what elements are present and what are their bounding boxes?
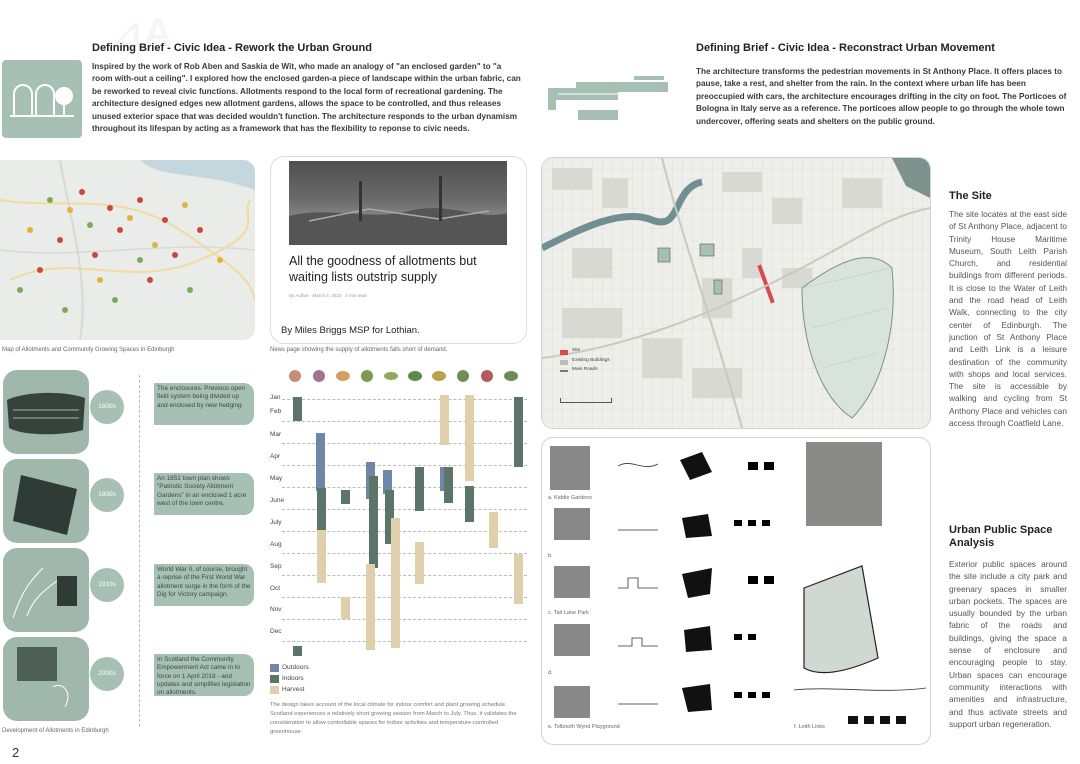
calendar-bar	[293, 397, 302, 421]
calendar-bar	[317, 530, 326, 583]
legend-swatch-roads	[560, 370, 568, 372]
stage-image-2000s	[3, 637, 89, 721]
site-title: The Site	[949, 190, 992, 202]
calendar-caption: The design takes account of the local climate for indoor comfort and plant growing schedule. Scotland experiences a relatively short growing season from March to July. Thus, it validates the consideration to allow controllable spaces for indoor activities and temperature-controlled greenhouse.	[270, 702, 517, 735]
calendar-bar	[465, 486, 474, 522]
era-badge: 2000s	[90, 657, 124, 691]
space-label: f. Leith Links	[794, 724, 825, 730]
calendar-bar	[316, 433, 325, 491]
calendar-bar	[293, 646, 302, 656]
era-text: In Scotland the Community Empowerment Act came in to force on 1 April 2018 - and updates and simplifies legislation on allotments.	[154, 654, 254, 696]
site-text: The site locates at the east side of St Anthony Place, adjacent to Trinity House Maritime Museum, South Leith Parish Church, and residential buildings from different periods. It is close to the Water of Leith and the road head of Leith Walk, connecting to the city center of Edinburgh. The junction of St Anthony Place and Leith Link is a leisure destination of the community with shops and local services. The site is accessible by walking and cycling from St Anthony Place and vehicles can access through Coatfield Lane.	[949, 209, 1067, 429]
timeline-line	[139, 375, 140, 727]
stage-image-enclosures	[3, 370, 89, 454]
legend-swatch-indoors	[270, 675, 279, 683]
era-badge: 1600s	[90, 390, 124, 424]
space-label: d.	[548, 670, 553, 676]
calendar-bar	[391, 518, 400, 648]
space-label: c. Tait Lane Park	[548, 610, 589, 616]
news-byline: By Miles Briggs MSP for Lothian.	[281, 325, 420, 336]
analysis-panel	[541, 437, 931, 745]
street-plan-icon	[548, 70, 688, 126]
era-text: An 1851 town plan shows "Patriotic Society Allotment Gardens" in an enclosed 1 acre west of the town centre.	[154, 473, 254, 515]
row-divider	[282, 597, 527, 598]
right-body: The architecture transforms the pedestrian movements in St Anthony Place. It offers places to pause, take a rest, and shelter from the rain. In the context where urban life has been preoccupied with cars, the architecture encourages drifting in the city on foot. The Porticoes of Bologna in Italy serve as a reference. The porticoes allow people to go through the whole town undercover, offering seats and shelters on the public ground.	[696, 67, 1067, 126]
analysis-diagrams	[542, 438, 930, 744]
calendar-bar	[369, 476, 378, 568]
legend-swatch-site	[560, 350, 568, 355]
era-text: World War II, of course, brought a reprise of the First World War allotment surge in the form of the Dig for Victory campaign.	[154, 564, 254, 606]
space-label: e. Tolbooth Wynd Playground	[548, 724, 620, 730]
map-legend-buildings: Existing Buildings	[572, 358, 610, 363]
legend-swatch-harvest	[270, 686, 279, 694]
era-text: The enclosures. Previous open field system being divided up and enclosed by new hedging.	[154, 383, 254, 425]
row-divider	[282, 421, 527, 422]
legend-swatch-outdoors	[270, 664, 279, 672]
month-label: Sep	[270, 563, 282, 570]
news-panel	[270, 156, 527, 344]
map-legend-site: Site	[572, 348, 581, 353]
month-label: Oct	[270, 585, 281, 592]
map-caption: Map of Allotments and Community Growing Spaces in Edinburgh	[2, 347, 175, 353]
month-label: Dec	[270, 628, 282, 635]
calendar-bar	[444, 467, 453, 503]
calendar-bar	[317, 488, 326, 532]
month-label: Aug	[270, 541, 282, 548]
month-label: Mar	[270, 431, 282, 438]
news-meta: By Author · March 4, 2022 · 4 min read	[289, 293, 367, 298]
calendar-bar	[366, 564, 375, 650]
vegetable-icons	[286, 367, 526, 385]
era-badge: 1910s	[90, 568, 124, 602]
legend-outdoors: Outdoors	[282, 664, 309, 671]
analysis-text: Exterior public spaces around the site include a city park and greenary spaces in smaller urban pockets. The spaces are usually bounded by the urban fabric of the roads and buildings, giving the space a sense of enclosure and encouraging people to stay. Urban spaces can encourage community interactions with amenities and infrastructure, and thus activate streets and support urban regeneration.	[949, 559, 1067, 729]
news-headline: All the goodness of allotments but waiting lists outstrip supply	[289, 254, 477, 284]
news-photo	[289, 161, 507, 245]
row-divider	[282, 399, 527, 400]
month-label: Nov	[270, 606, 282, 613]
calendar-bar	[514, 397, 523, 467]
calendar-bar	[465, 395, 474, 481]
space-label: a. Kiddie Gardens	[548, 495, 593, 501]
month-label: Jan	[270, 394, 281, 401]
page-number: 2	[12, 745, 20, 760]
stage-image-1800s	[3, 459, 89, 543]
row-divider	[282, 641, 527, 642]
legend-harvest: Harvest	[282, 686, 305, 693]
dev-caption: Development of Allotments in Edinburgh	[2, 728, 109, 734]
legend-swatch-buildings	[560, 360, 568, 365]
month-label: Apr	[270, 453, 281, 460]
calendar-bar	[341, 490, 350, 504]
left-title: Defining Brief - Civic Idea - Rework the Urban Ground	[92, 42, 372, 54]
row-divider	[282, 619, 527, 620]
calendar-bar	[415, 542, 424, 584]
month-label: Feb	[270, 408, 282, 415]
map-legend-roads: Main Roads	[572, 367, 598, 372]
site-map	[541, 157, 931, 429]
scale-bar	[560, 398, 612, 403]
news-caption: News page showing the supply of allotments falls short of demand.	[270, 347, 448, 353]
month-label: July	[270, 519, 282, 526]
calendar-bar	[489, 512, 498, 548]
analysis-title: Urban Public Space Analysis	[949, 524, 1053, 549]
space-label: b.	[548, 553, 553, 559]
era-badge: 1800s	[90, 478, 124, 512]
month-label: May	[270, 475, 283, 482]
allotment-map	[0, 160, 255, 340]
calendar-bar	[440, 395, 449, 445]
legend-indoors: Indoors	[282, 675, 304, 682]
month-label: June	[270, 497, 285, 504]
stage-image-1910s	[3, 548, 89, 632]
calendar-bar	[415, 467, 424, 511]
garden-icon	[2, 60, 82, 138]
right-title: Defining Brief - Civic Idea - Reconstract Urban Movement	[696, 42, 995, 54]
calendar-bar	[514, 554, 523, 604]
left-body: Inspired by the work of Rob Aben and Saskia de Wit, who made an analogy of "an enclosed garden" to "a room with-out a ceiling". I explored how the enclosed garden-a piece of landscape within the urban fabric, can be reworked to reveal civic functions. Allotments respond to the local form of recreational gardening. The architecture designed edges new allotment gardens, allows the space to be controlled, and thus releases unused exterior space that was decided wouldn't function. The architecture responds to the urban dynamism throughout its lifespan by acting as a framework that has the flexibility to reponse to civic needs.	[92, 62, 521, 134]
calendar-bar	[341, 597, 350, 619]
